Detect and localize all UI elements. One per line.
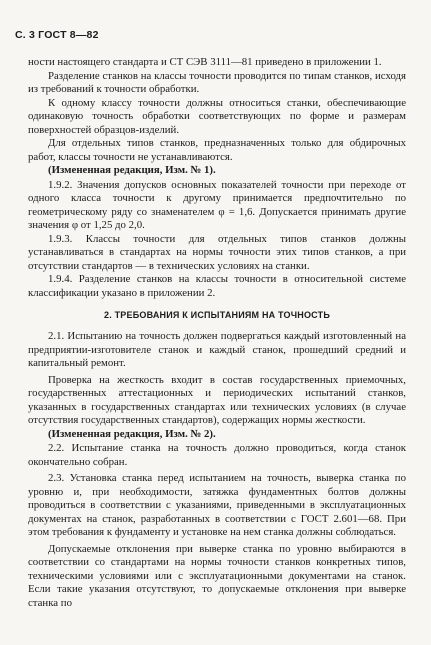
section-heading: 2. ТРЕБОВАНИЯ К ИСПЫТАНИЯМ НА ТОЧНОСТЬ [103, 310, 330, 320]
amendment-note: (Измененная редакция, Изм. № 2). [48, 427, 216, 440]
paragraph: Разделение станков на классы точности проводится по типам станков, исходя из требований к точности обработки. [28, 69, 406, 95]
paragraph: Допускаемые отклонения при выверке станка по уровню выбираются в соответствии со стандартами на нормы точности станков конкретных типов, техническими условиями или с эксплуатационными документами на станок. Если такие указания отсутствуют, то допускаемые отклонения при выверке станка по [28, 542, 406, 609]
paragraph: 1.9.4. Разделение станков на классы точности в относительной системе классификации указано в приложении 2. [28, 273, 406, 299]
paragraph: 1.9.3. Классы точности для отдельных типов станков должны устанавливаться в стандартах на нормы точности этих типов станков, а при отсутствии стандартов — в технических условиях на станки. [28, 232, 406, 272]
paragraph: 2.3. Установка станка перед испытанием на точность, выверка станка по уровню и, при необходимости, затяжка фундаментных болтов должны проводиться в соответствии с указаниями, приведенными в эксплуатационных документах на станок, разработанных в соответствии с ГОСТ 2.601—68. При этом требования к фундаменту и установке на нем станка должны соблюдаться. [28, 472, 406, 538]
paragraph: Проверка на жесткость входит в состав государственных приемочных, государственных аттестационных и периодических испытаний станков, указанных в государственных стандартах или технических условиях (в случае отсутствия государственных стандартов), содержащих нормы жесткости. [28, 373, 406, 426]
page-header: С. 3 ГОСТ 8—82 [15, 29, 99, 41]
paragraph: К одному классу точности должны относиться станки, обеспечивающие одинаковую точность обработки соответствующих по форме и размерам поверхностей образцов-изделий. [28, 96, 406, 136]
paragraph: 2.1. Испытанию на точность должен подвергаться каждый изготовленный на предприятии-изготовителе станок и каждый станок, прошедший средний и капитальный ремонт. [28, 330, 406, 369]
paragraph: ности настоящего стандарта и СТ СЭВ 3111—81 приведено в приложении 1. [28, 56, 382, 68]
paragraph: 1.9.2. Значения допусков основных показателей точности при переходе от одного класса точности к другому принимается предпочтительно по геометрическому ряду со знаменателем φ = 1,6. Допускается принимать другие значения φ от 1,25 до 2,0. [28, 178, 406, 231]
paragraph: Для отдельных типов станков, предназначенных только для обдирочных работ, классы точности не устанавливаются. [28, 137, 406, 163]
amendment-note: (Измененная редакция, Изм. № 1). [48, 164, 216, 176]
document-body [28, 56, 406, 610]
paragraph: 2.2. Испытание станка на точность должно проводиться, когда станок окончательно собран. [28, 442, 406, 468]
